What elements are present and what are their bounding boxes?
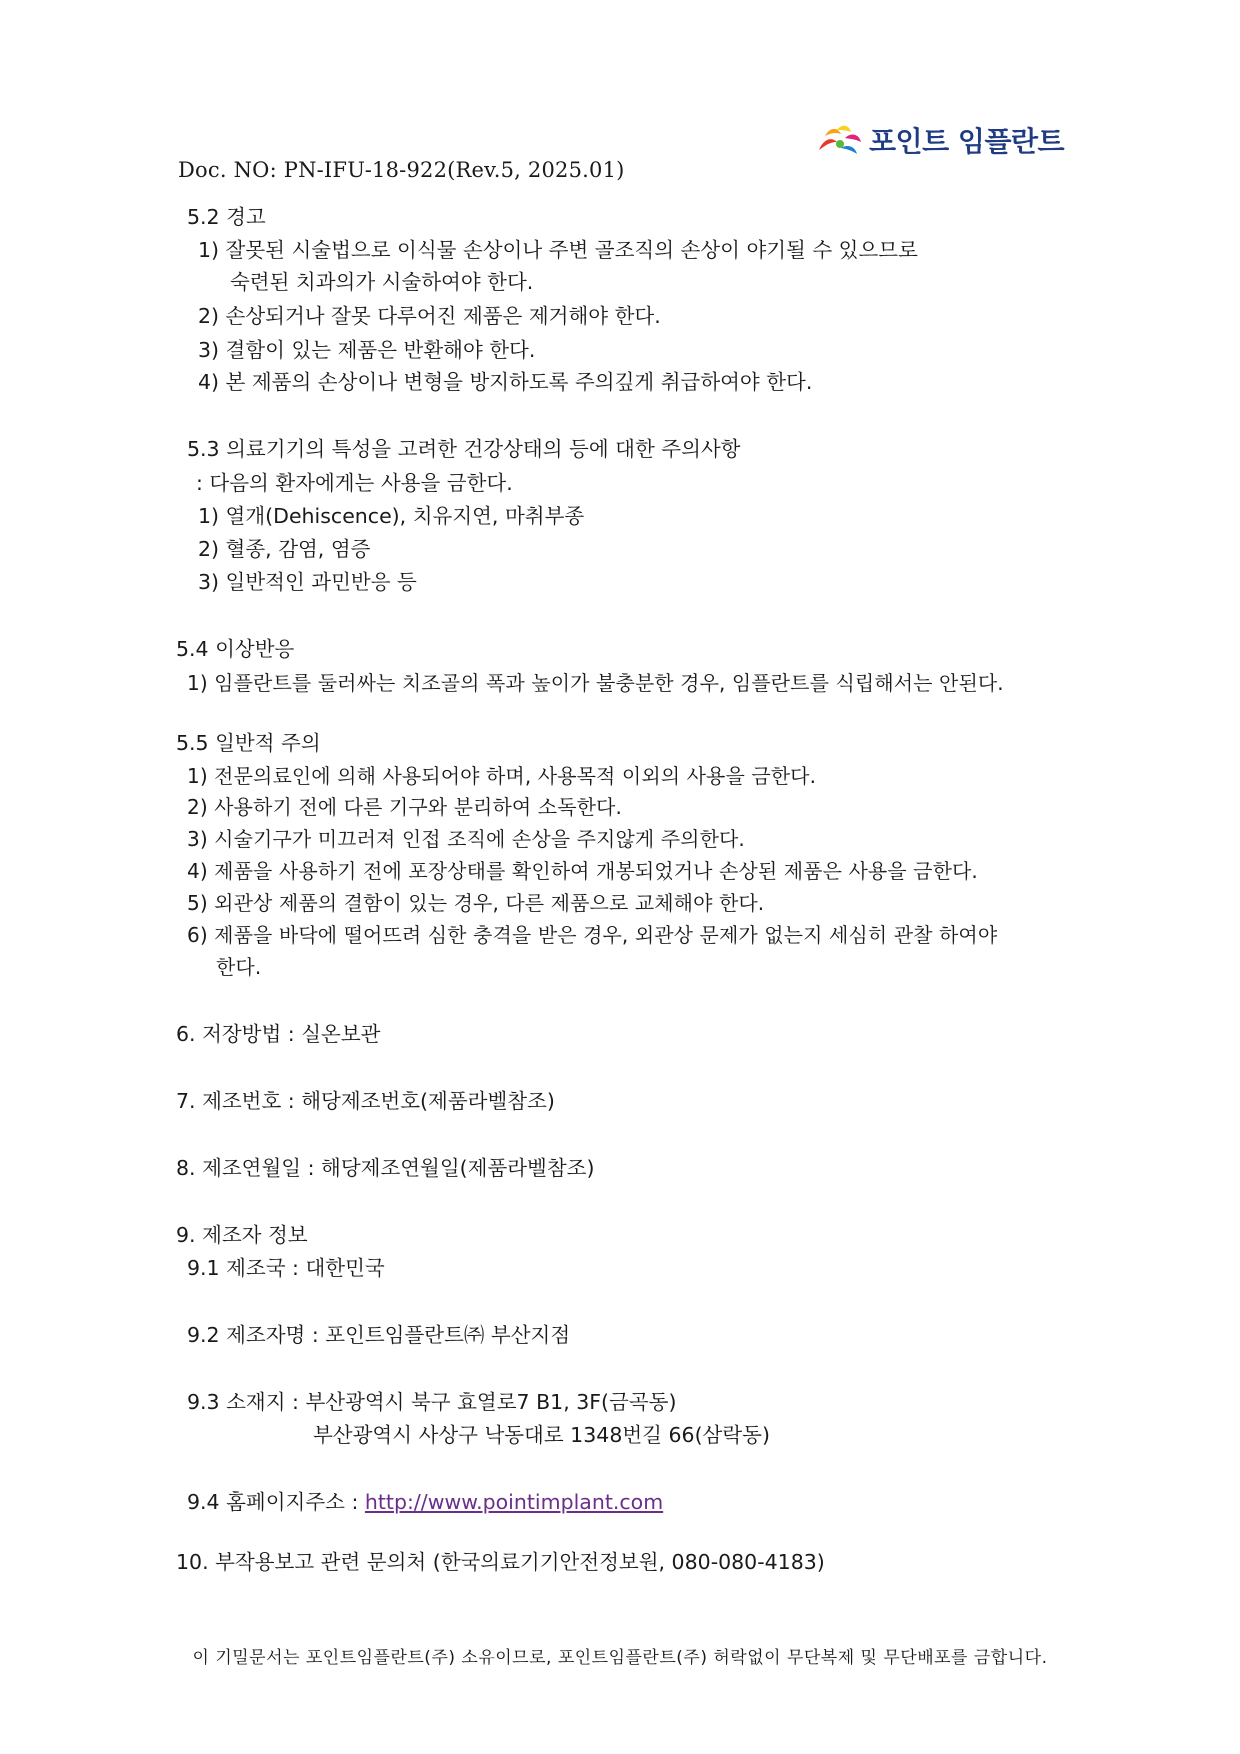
section-9-4-homepage <box>187 1488 663 1516</box>
document-number: Doc. NO: PN-IFU-18-922(Rev.5, 2025.01) <box>178 158 625 182</box>
list-item-continuation: 한다. <box>216 955 262 979</box>
homepage-link[interactable]: http://www.pointimplant.com <box>364 1490 664 1514</box>
list-item: 2) 사용하기 전에 다른 기구와 분리하여 소독한다. <box>187 795 622 819</box>
list-item: 2) 혈종, 감염, 염증 <box>198 537 371 561</box>
section-8-manufacture-date: 8. 제조연월일 : 해당제조연월일(제품라벨참조) <box>176 1156 595 1180</box>
list-item: 2) 손상되거나 잘못 다루어진 제품은 제거해야 한다. <box>198 304 661 328</box>
list-item: 4) 본 제품의 손상이나 변형을 방지하도록 주의깊게 취급하여야 한다. <box>198 370 813 394</box>
section-7-lot-number: 7. 제조번호 : 해당제조번호(제품라벨참조) <box>176 1089 555 1113</box>
list-item: 1) 임플란트를 둘러싸는 치조골의 폭과 높이가 불충분한 경우, 임플란트를 식립해서는 안된다. <box>187 671 1004 695</box>
section-10-contact: 10. 부작용보고 관련 문의처 (한국의료기기안전정보원, 080-080-4183) <box>176 1550 825 1574</box>
section-9-3-address-2: 부산광역시 사상구 낙동대로 1348번길 66(삼락동) <box>313 1423 770 1447</box>
brand-logo-icon <box>815 122 865 158</box>
homepage-label: 9.4 홈페이지주소 : <box>187 1490 365 1514</box>
section-9-title: 9. 제조자 정보 <box>176 1223 308 1247</box>
list-item: 5) 외관상 제품의 결함이 있는 경우, 다른 제품으로 교체해야 한다. <box>187 891 765 915</box>
confidential-notice: 이 기밀문서는 포인트임플란트(주) 소유이므로, 포인트임플란트(주) 허락없이 무단복제 및 무단배포를 금합니다. <box>192 1648 1048 1668</box>
section-9-2-manufacturer: 9.2 제조자명 : 포인트임플란트㈜ 부산지점 <box>187 1323 571 1347</box>
list-item: 6) 제품을 바닥에 떨어뜨려 심한 충격을 받은 경우, 외관상 문제가 없는지 세심히 관찰 하여야 <box>187 923 998 947</box>
section-5-2-title: 5.2 경고 <box>187 205 266 229</box>
section-5-3-title: 5.3 의료기기의 특성을 고려한 건강상태의 등에 대한 주의사항 <box>187 437 741 461</box>
list-item: 3) 시술기구가 미끄러져 인접 조직에 손상을 주지않게 주의한다. <box>187 827 745 851</box>
list-item: 4) 제품을 사용하기 전에 포장상태를 확인하여 개봉되었거나 손상된 제품은 사용을 금한다. <box>187 859 978 883</box>
brand-logo <box>815 120 1064 160</box>
section-5-4-title: 5.4 이상반응 <box>176 637 295 661</box>
section-9-1-country: 9.1 제조국 : 대한민국 <box>187 1256 385 1280</box>
section-5-3-subtitle: : 다음의 환자에게는 사용을 금한다. <box>196 471 513 495</box>
list-item: 1) 잘못된 시술법으로 이식물 손상이나 주변 골조직의 손상이 야기될 수 있으므로 <box>198 238 918 262</box>
brand-name: 포인트 임플란트 <box>869 125 1065 158</box>
section-6-storage: 6. 저장방법 : 실온보관 <box>176 1022 381 1046</box>
section-9-3-address: 9.3 소재지 : 부산광역시 북구 효열로7 B1, 3F(금곡동) <box>187 1390 677 1414</box>
list-item-continuation: 숙련된 치과의가 시술하여야 한다. <box>230 270 534 294</box>
list-item: 3) 결함이 있는 제품은 반환해야 한다. <box>198 338 536 362</box>
section-5-5-title: 5.5 일반적 주의 <box>176 731 321 755</box>
list-item: 1) 전문의료인에 의해 사용되어야 하며, 사용목적 이외의 사용을 금한다. <box>187 764 817 788</box>
list-item: 3) 일반적인 과민반응 등 <box>198 570 417 594</box>
list-item: 1) 열개(Dehiscence), 치유지연, 마취부종 <box>198 504 585 528</box>
